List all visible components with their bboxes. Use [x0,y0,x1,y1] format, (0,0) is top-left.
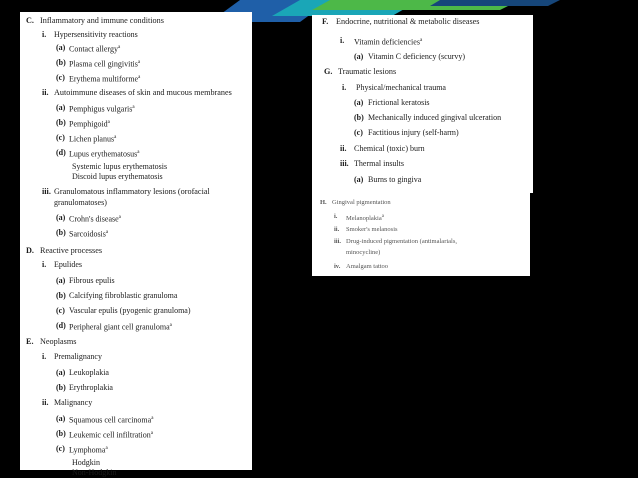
outline-marker: (c) [56,133,65,142]
outline-item [69,103,135,115]
outline-marker: ii. [42,398,49,407]
outline-item [72,172,163,182]
outline-item [346,226,398,234]
item-text: Factitious injury (self-harm) [368,128,459,137]
outline-item [346,263,388,271]
item-text: Smoker's melanosis [346,226,398,233]
outline-marker: (a) [56,43,66,52]
outline-marker: (c) [56,73,65,82]
section-heading [336,17,479,27]
outline-marker: E. [26,337,34,346]
outline-item [69,368,109,378]
outline-item [69,429,153,441]
item-text: Amalgam tattoo [346,263,389,270]
item-text: Lupus erythematosus [69,149,138,159]
outline-marker: iii. [42,187,51,196]
outline-item [54,260,82,270]
footnote-marker: a [419,38,423,43]
outline-marker: (b) [56,291,66,300]
footnote-marker: a [117,45,121,50]
outline-item [69,276,115,286]
outline-item [69,73,140,85]
outline-marker: G. [324,67,333,76]
outline-item [72,468,116,478]
item-text: Vascular epulis (pyogenic granuloma) [69,306,191,315]
footnote-marker: a [137,150,140,155]
outline-item [346,238,457,246]
item-text: Epulides [54,260,82,269]
item-text: Contact allergy [69,44,118,54]
item-text: Neoplasms [40,337,77,346]
outline-marker: (a) [354,175,364,184]
item-text: Granulomatous inflammatory lesions (orofacial [54,187,210,196]
outline-marker: (b) [56,228,66,237]
item-text: Crohn's disease [69,214,119,224]
footnote-marker: a [381,214,384,219]
outline-item [72,162,167,172]
item-text: Squamous cell carcinoma [69,415,152,425]
item-text: Leukoplakia [69,368,109,377]
footnote-marker: a [105,230,109,235]
item-text: Sarcoidosis [69,229,106,239]
outline-marker: (a) [56,103,66,112]
outline-marker: (a) [56,276,66,285]
outline-marker: (b) [354,113,364,122]
item-text: Malignancy [54,398,93,407]
outline-item [368,98,430,108]
outline-marker: (b) [56,383,66,392]
outline-marker: C. [26,16,34,25]
item-text: Lichen planus [69,134,115,144]
outline-marker: D. [26,246,34,255]
footnote-marker: a [151,416,154,421]
outline-item [368,128,459,138]
item-text: Hypersensitivity reactions [54,30,138,39]
outline-item [354,36,422,48]
item-text: Inflammatory and immune conditions [40,16,164,25]
outline-item [356,83,446,93]
item-text: Pemphigus vulgaris [69,104,133,114]
section-heading [54,187,210,197]
header-stripe-dark [430,0,560,6]
item-text: Gingival pigmentation [332,199,391,206]
outline-marker: ii. [334,226,340,233]
footnote-marker: a [150,431,153,436]
outline-marker: (d) [56,148,66,157]
outline-marker: (b) [56,118,66,127]
outline-marker: (d) [56,321,66,330]
item-text: Autoimmune diseases of skin and mucous membranes [54,88,232,97]
item-text: Premalignancy [54,352,102,361]
outline-item [69,321,172,333]
item-text: Chemical (toxic) burn [354,144,425,153]
outline-item [69,43,120,55]
item-text: minocycline) [346,249,381,256]
outline-marker: ii. [42,88,49,97]
outline-marker: iii. [334,238,342,245]
outline-item [69,444,108,456]
footnote-marker: a [132,105,135,110]
outline-item [69,383,113,393]
item-text: Lymphoma [69,445,106,455]
outline-item [69,306,191,316]
right-top-document-panel [312,15,533,193]
outline-item [368,175,421,185]
item-text: Drug-induced pigmentation (antimalarials, [346,238,458,245]
item-text: Burns to gingiva [368,175,422,184]
item-text: Erythroplakia [69,383,113,392]
outline-marker: (c) [56,306,65,315]
outline-marker: (a) [56,368,66,377]
outline-item [69,291,177,301]
footnote-marker: a [105,446,108,451]
outline-marker: i. [42,260,47,269]
outline-item [69,414,153,426]
outline-item [54,30,138,40]
outline-marker: (b) [56,58,66,67]
outline-item [69,213,121,225]
outline-item [54,398,92,408]
item-text: Calcifying fibroblastic granuloma [69,291,178,300]
footnote-marker: a [169,323,172,328]
item-text: Leukemic cell infiltration [69,430,151,440]
section-heading [40,246,102,256]
outline-item [368,113,501,123]
outline-marker: (c) [354,128,363,137]
outline-marker: F. [322,17,329,26]
outline-marker: iii. [340,159,349,168]
item-text: granulomatoses) [54,198,107,207]
section-heading [338,67,396,77]
outline-marker: i. [342,83,347,92]
outline-item [72,458,100,468]
item-text: Systemic lupus erythematosis [72,162,168,171]
item-text: Vitamin deficiencies [354,37,420,47]
outline-item [54,352,102,362]
section-heading [40,337,76,347]
outline-marker: (a) [354,98,364,107]
outline-marker: i. [340,36,345,45]
item-text: Frictional keratosis [368,98,430,107]
footnote-marker: a [137,60,141,65]
outline-marker: H. [320,199,327,206]
item-text: Mechanically induced gingival ulceration [368,113,502,122]
outline-item [332,199,391,207]
item-text: Peripheral giant cell granuloma [69,322,170,332]
outline-item [69,118,110,130]
outline-marker: i. [334,213,338,220]
item-text: Non-Hodgkin [72,468,117,477]
item-text: Melanoplakia [346,215,382,223]
outline-marker: ii. [340,144,347,153]
item-text: Vitamin C deficiency (scurvy) [368,52,466,61]
item-text: Physical/mechanical trauma [356,83,446,92]
left-document-panel [20,12,252,477]
item-text: Pemphigoid [69,119,108,129]
item-text: Endocrine, nutritional & metabolic diseases [336,17,480,26]
right-bottom-document-panel [312,193,530,276]
outline-marker: (c) [56,444,65,453]
outline-item [354,144,425,154]
footnote-marker: a [138,75,141,80]
outline-item [346,249,380,257]
outline-item [346,213,384,223]
outline-item [69,228,108,240]
section-heading [54,88,232,98]
footnote-marker: a [107,120,110,125]
item-text: Plasma cell gingivitis [69,59,138,69]
item-text: Erythema multiforme [69,74,139,84]
footnote-marker: a [118,215,121,220]
outline-marker: (a) [56,414,66,423]
outline-marker: i. [42,30,47,39]
item-text: Discoid lupus erythematosis [72,172,163,181]
item-text: Traumatic lesions [338,67,397,76]
outline-item [69,148,139,160]
outline-item [69,58,140,70]
outline-marker: (a) [56,213,66,222]
item-text: Reactive processes [40,246,103,255]
outline-marker: (a) [354,52,364,61]
item-text: Thermal insults [354,159,404,168]
section-heading [40,16,164,26]
outline-item [69,133,116,145]
outline-marker: i. [42,352,47,361]
outline-item [368,52,465,62]
outline-item [54,198,107,208]
item-text: Fibrous epulis [69,276,115,285]
outline-marker: iv. [334,263,341,270]
footnote-marker: a [114,135,117,140]
outline-marker: (b) [56,429,66,438]
outline-item [354,159,404,169]
item-text: Hodgkin [72,458,100,467]
